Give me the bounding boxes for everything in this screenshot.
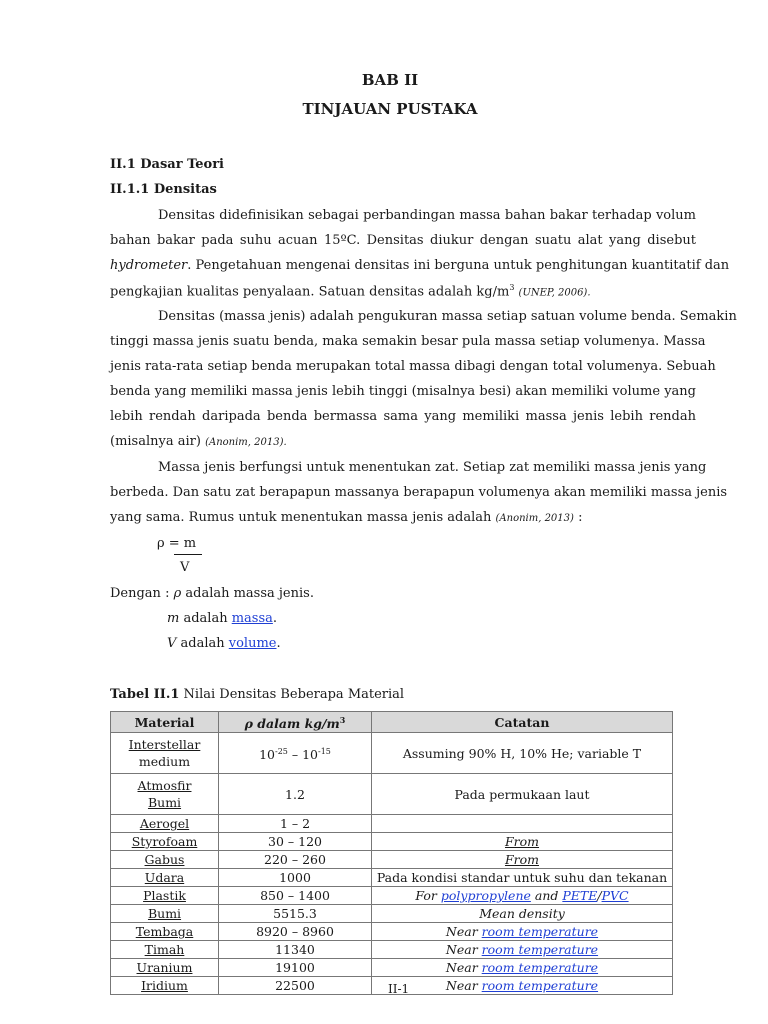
notes-cell: From [372,851,673,869]
notes-cell: Near room temperature [372,923,673,941]
table-row [111,905,673,923]
material-cell: Plastik [111,887,219,905]
paragraph-2-line-5: lebih rendah daripada benda bermassa sama yang memiliki massa jenis lebih rendah [110,409,696,424]
polypropylene-link[interactable]: polypropylene [440,888,531,904]
notes-cell: For polypropylene and PETE/PVC [372,887,673,905]
material-cell: Gabus [111,851,219,869]
subsection-heading: II.1.1 Densitas [110,182,217,197]
citation-unep: (UNEP, 2006). [518,287,591,299]
paragraph-1-line-2: bahan bakar pada suhu acuan 15ºC. Densitas diukur dengan suatu alat yang disebut [110,233,696,248]
notes-cell: Mean density [372,905,673,923]
room-temperature-link[interactable]: room temperature [481,978,599,994]
paragraph-3-line-1: Massa jenis berfungsi untuk menentukan zat. Setiap zat memiliki massa jenis yang [158,460,707,475]
header-rho: ρ dalam $kg/m^3$ [219,712,372,733]
density-cell: 850 – 1400 [219,887,372,905]
paragraph-1-line-1: Densitas didefinisikan sebagai perbandingan massa bahan bakar terhadap volum [158,208,696,223]
header-material: Material [111,712,219,733]
material-cell: Styrofoam [111,833,219,851]
paragraph-2-line-3: jenis rata-rata setiap benda merupakan total massa dibagi dengan total volumenya. Sebuah [110,359,716,374]
notes-cell: Assuming 90% H, 10% He; variable T [372,733,673,774]
hydrometer-term: hydrometer [110,258,188,273]
table-row [111,941,673,959]
notes-cell: Near room temperature [372,941,673,959]
room-temperature-link[interactable]: room temperature [481,942,599,958]
chapter-heading: BAB II [361,71,419,89]
table-row [111,887,673,905]
table-row [111,851,673,869]
density-cell: $10^{-25} - 10^{-15}$ [219,733,372,774]
paragraph-2-line-1: Densitas (massa jenis) adalah pengukuran massa setiap satuan volume benda. Semakin [158,309,737,324]
volume-link[interactable]: volume [228,636,277,651]
pvc-link[interactable]: PVC [601,888,629,904]
paragraph-2-line-6: (misalnya air) (Anonim, 2013). [110,434,287,449]
formula-legend-rho: Dengan : ρ adalah massa jenis. [110,586,314,601]
density-cell: 1.2 [219,774,372,815]
density-cell: 220 – 260 [219,851,372,869]
material-cell: Iridium [111,977,219,995]
table-caption: Tabel II.1 Nilai Densitas Beberapa Material [110,687,405,702]
formula-legend-m: m adalah massa. [167,611,278,626]
material-cell: Timah [111,941,219,959]
formula-legend-v: V adalah volume. [167,636,281,651]
table-row [111,774,673,815]
section-heading: II.1 Dasar Teori [110,157,224,172]
citation-anonim: (Anonim, 2013). [205,437,287,448]
formula-fraction-bar [174,554,202,555]
density-table [110,711,673,995]
paragraph-1-line-3: hydrometer. Pengetahuan mengenai densitas ini berguna untuk penghitungan kuantitatif dan [110,258,730,273]
density-cell: 1 – 2 [219,815,372,833]
notes-cell: Near room temperature [372,977,673,995]
material-cell: Bumi [111,905,219,923]
chapter-title: TINJAUAN PUSTAKA [302,100,478,118]
density-cell: 19100 [219,959,372,977]
paragraph-1-line-4: pengkajian kualitas penyalaan. Satuan densitas adalah $kg/m^3$ (UNEP, 2006). [110,283,591,300]
header-notes: Catatan [372,712,673,733]
table-row [111,923,673,941]
table-row [111,733,673,774]
table-row [111,815,673,833]
density-cell: 1000 [219,869,372,887]
paragraph-2-line-4: benda yang memiliki massa jenis lebih tinggi (misalnya besi) akan memiliki volume yang [110,384,696,399]
table-header-row [111,712,673,733]
room-temperature-link[interactable]: room temperature [481,924,599,940]
citation-anonim-2: (Anonim, 2013) [495,513,574,524]
material-cell: Tembaga [111,923,219,941]
material-cell: Udara [111,869,219,887]
paragraph-3-line-3: yang sama. Rumus untuk menentukan massa jenis adalah (Anonim, 2013) : [110,510,583,525]
material-cell: Aerogel [111,815,219,833]
density-cell: 22500 [219,977,372,995]
density-cell: 30 – 120 [219,833,372,851]
material-cell: Atmosfir Bumi [111,774,219,815]
table-row [111,833,673,851]
notes-cell: Near room temperature [372,959,673,977]
paragraph-3-line-2: berbeda. Dan satu zat berapapun massanya berapapun volumenya akan memiliki massa jenis [110,485,728,500]
page-number: II-1 [388,982,410,996]
density-formula-numerator: ρ = m [157,536,197,551]
notes-cell: Pada permukaan laut [372,774,673,815]
material-cell: Uranium [111,959,219,977]
pete-link[interactable]: PETE [562,888,598,904]
massa-link[interactable]: massa [231,611,273,626]
density-cell: 5515.3 [219,905,372,923]
notes-cell: From [372,833,673,851]
density-cell: 11340 [219,941,372,959]
density-formula-denominator: V [180,560,190,575]
room-temperature-link[interactable]: room temperature [481,960,599,976]
notes-cell [372,815,673,833]
density-cell: 8920 – 8960 [219,923,372,941]
material-cell: Interstellar medium [111,733,219,774]
notes-cell: Pada kondisi standar untuk suhu dan tekanan [372,869,673,887]
paragraph-2-line-2: tinggi massa jenis suatu benda, maka semakin besar pula massa setiap volumenya. Massa [110,334,706,349]
table-row [111,959,673,977]
table-row [111,869,673,887]
